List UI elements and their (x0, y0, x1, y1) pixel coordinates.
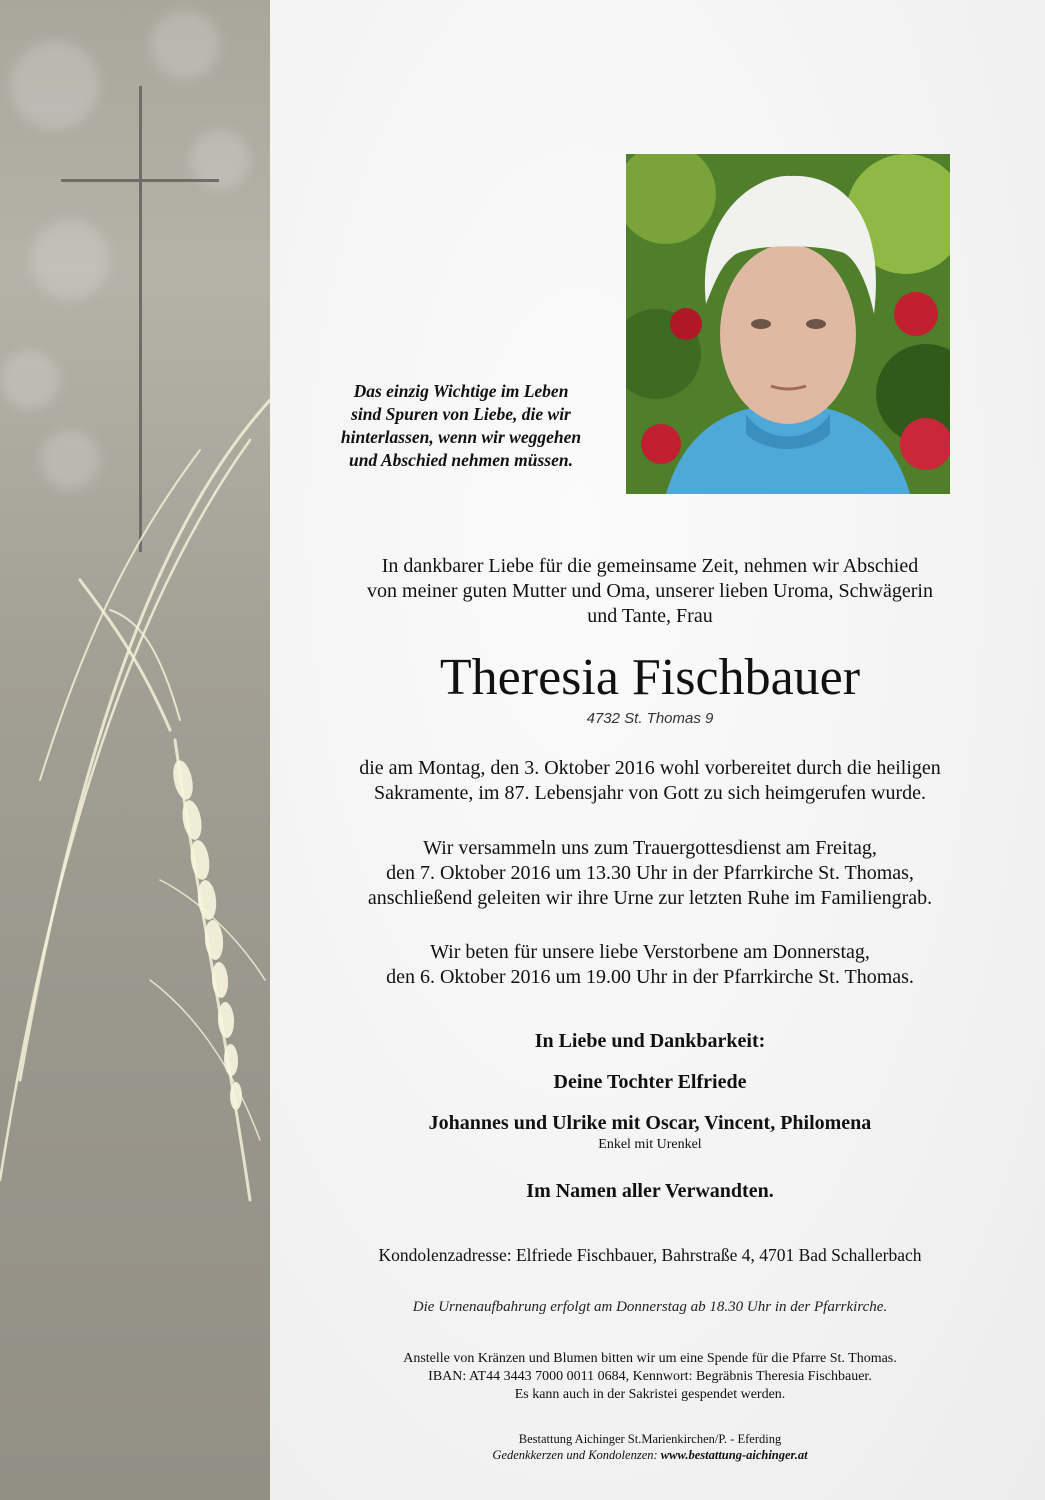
intro-line: In dankbarer Liebe für die gemeinsame Zeit, nehmen wir Abschied (381, 555, 919, 577)
service-line: den 7. Oktober 2016 um 13.30 Uhr in der Pfarrkirche St. Thomas, (386, 862, 914, 884)
bokeh-light (30, 220, 110, 300)
death-notice (300, 756, 1000, 806)
bokeh-light (150, 10, 220, 80)
urn-note: Die Urnenaufbahrung erfolgt am Donnerstag ab 18.30 Uhr in der Pfarrkirche. (412, 1299, 888, 1315)
mourner-daughter: Deine Tochter Elfriede (553, 1071, 747, 1093)
funeral-service-info (300, 836, 1000, 911)
funeral-home-footer (300, 1431, 1000, 1463)
donation-line: Anstelle von Kränzen und Blumen bitten wir um eine Spende für die Pfarre St. Thomas. (403, 1351, 897, 1366)
funeral-home-web (300, 1447, 1000, 1463)
funeral-home-link[interactable]: www.bestattung-aichinger.at (660, 1448, 808, 1462)
portrait-photo (626, 154, 950, 494)
grandchildren-note: Enkel mit Urenkel (598, 1137, 702, 1152)
quote-line: hinterlassen, wenn wir weggehen (340, 427, 582, 447)
quote-line: sind Spuren von Liebe, die wir (351, 404, 571, 424)
death-notice-line: die am Montag, den 3. Oktober 2016 wohl vorbereitet durch die heiligen (359, 757, 941, 779)
prayer-info (300, 940, 1000, 990)
intro-line: von meiner guten Mutter und Oma, unserer lieben Uroma, Schwägerin (367, 580, 933, 602)
death-notice-line: Sakramente, im 87. Lebensjahr von Gott zu sich heimgerufen wurde. (373, 782, 927, 804)
funeral-home-web-prefix: Gedenkkerzen und Kondolenzen: (492, 1448, 661, 1462)
quote-line: und Abschied nehmen müssen. (349, 450, 573, 470)
portrait-illustration (626, 154, 950, 494)
mourner-grandchildren: Johannes und Ulrike mit Oscar, Vincent, Philomena (428, 1112, 872, 1134)
prayer-line: Wir beten für unsere liebe Verstorbene am Donnerstag, (430, 941, 870, 963)
intro-line: und Tante, Frau (587, 605, 713, 627)
donation-line: IBAN: AT44 3443 7000 0011 0684, Kennwort: Begräbnis Theresia Fischbauer. (428, 1369, 872, 1384)
donation-line: Es kann auch in der Sakristei gespendet werden. (514, 1387, 786, 1402)
intro-text (300, 554, 1000, 629)
service-line: anschließend geleiten wir ihre Urne zur letzten Ruhe im Familiengrab. (367, 887, 933, 909)
memorial-quote (302, 380, 620, 472)
donation-info (300, 1350, 1000, 1404)
decorative-sidebar (0, 0, 270, 1500)
cross-icon-bar (61, 179, 219, 182)
bokeh-light (10, 40, 100, 130)
deceased-name: Theresia Fischbauer (439, 649, 861, 706)
deceased-address: 4732 St. Thomas 9 (586, 710, 714, 727)
wheat-stalk-icon (0, 380, 270, 1380)
condolence-address: Kondolenzadresse: Elfriede Fischbauer, Bahrstraße 4, 4701 Bad Schallerbach (378, 1245, 922, 1265)
prayer-line: den 6. Oktober 2016 um 19.00 Uhr in der Pfarrkirche St. Thomas. (386, 966, 914, 988)
funeral-home-name: Bestattung Aichinger St.Marienkirchen/P. - Eferding (518, 1432, 782, 1446)
mourner-relatives: Im Namen aller Verwandten. (526, 1180, 774, 1202)
mourners-heading: In Liebe und Dankbarkeit: (534, 1030, 766, 1052)
service-line: Wir versammeln uns zum Trauergottesdienst am Freitag, (423, 837, 877, 859)
quote-line: Das einzig Wichtige im Leben (353, 381, 569, 401)
